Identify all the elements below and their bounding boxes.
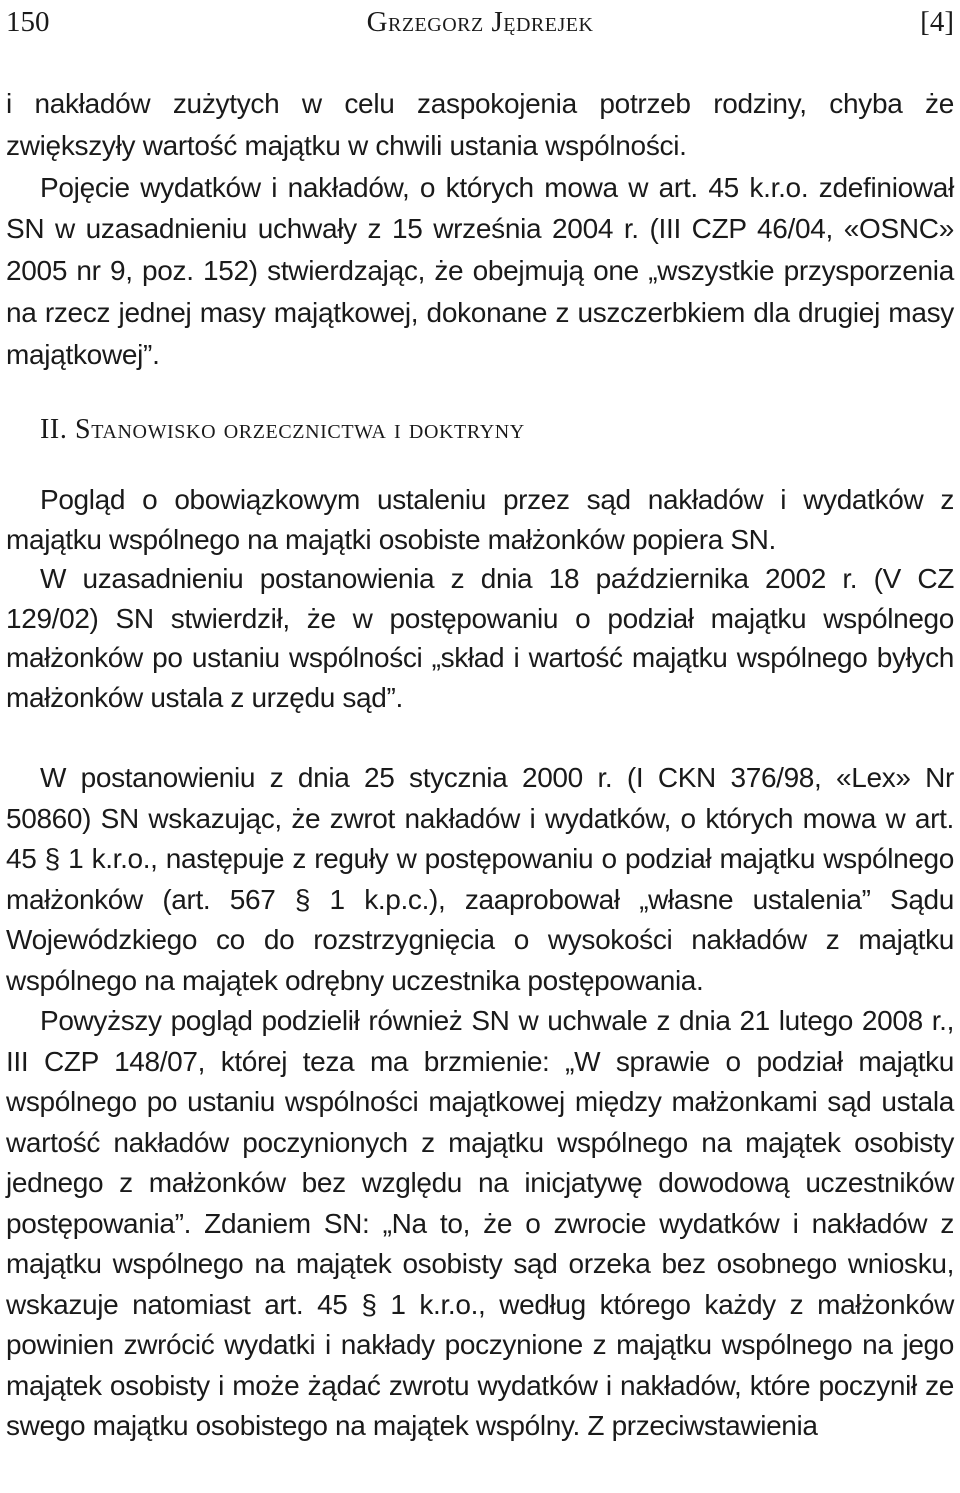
paragraph: i nakładów zużytych w celu zaspokojenia potrzeb rodziny, chyba że zwiększyły wartość majątku w chwili ustania wspólności. [6, 88, 954, 161]
paragraph: Pogląd o obowiązkowym ustaleniu przez sąd nakładów i wydatków z majątku wspólnego na majątki osobiste małżonków popiera SN. [6, 484, 954, 555]
paragraph: W postanowieniu z dnia 25 stycznia 2000 r. (I CKN 376/98, «Lex» Nr 50860) SN wskazując, że zwrot nakładów i wydatków, o których mowa w art. 45 § 1 k.r.o., następuje z reguły w postępowaniu o podział majątku wspólnego małżonków (art. 567 § 1 k.p.c.), zaaprobował „własne ustalenia” Sądu Wojewódzkiego co do rozstrzygnięcia o wysokości nakładów z majątku wspólnego na majątek odrębny uczestnika postępowania. [6, 762, 954, 996]
page-number: 150 [6, 6, 50, 38]
paragraph: Powyższy pogląd podzielił również SN w uchwale z dnia 21 lutego 2008 r., III CZP 148/07, której teza ma brzmienie: „W sprawie o podział majątku wspólnego po ustaniu wspólności majątkowej między małżonkami sąd ustala wartość nakładów poczynionych z majątku wspólnego na majątek osobisty jednego z małżonków bez względu na inicjatywę dowodową uczestników postępowania”. Zdaniem SN: „Na to, że o zwrocie wydatków i nakładów z majątku wspólnego na majątek osobisty sąd orzeka bez osobnego wniosku, wskazuje natomiast art. 45 § 1 k.r.o., według którego każdy z małżonków powinien zwrócić wydatki i nakłady poczynione z majątku wspólnego na jego majątek osobisty i może żądać zwrotu wydatków i nakładów, które poczynił ze swego majątku osobistego na majątek wspólny. Z przeciwstawienia [6, 1005, 954, 1441]
running-head [6, 2, 954, 42]
paragraph: W uzasadnieniu postanowienia z dnia 18 października 2002 r. (V CZ 129/02) SN stwierdził, że w postępowaniu o podział majątku wspólnego małżonków po ustaniu wspólności „skład i wartość majątku wspólnego byłych małżonków ustala z urzędu sąd”. [6, 563, 954, 713]
section-body-main [6, 758, 954, 1447]
section-body-intro [6, 480, 954, 718]
running-head-chapter: [4] [920, 6, 954, 38]
paragraph: Pojęcie wydatków i nakładów, o których mowa w art. 45 k.r.o. zdefiniował SN w uzasadnieniu uchwały z 15 września 2004 r. (III CZP 46/04, «OSNC» 2005 nr 9, poz. 152) stwierdzając, że obejmują one „wszystkie przysporzenia na rzecz jednej masy majątkowej, dokonane z uszczerbkiem dla drugiej masy majątkowej”. [6, 171, 954, 370]
continuation-text [6, 83, 954, 376]
section-heading: II. Stanowisko orzecznictwa i doktryny [40, 414, 525, 445]
running-head-author: Grzegorz Jędrejek [366, 6, 594, 38]
